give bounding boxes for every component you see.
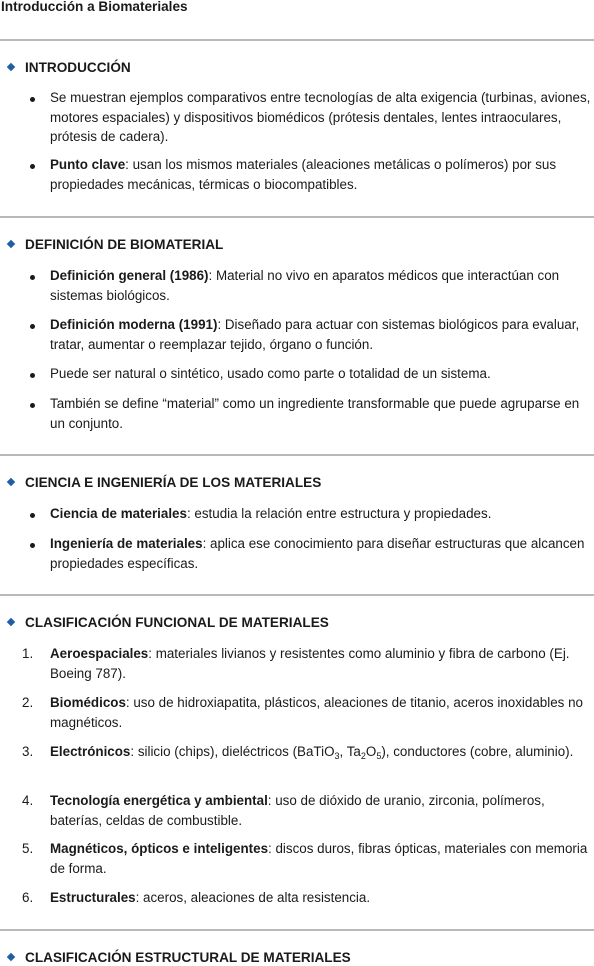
list-item-text: : usan los mismos materiales (aleaciones metálicas o polímeros) por sus propiedades mecánicas, térmicas o biocompatibles. (50, 157, 557, 192)
list-number: 1. (22, 646, 34, 661)
list-item-text: : uso de hidroxiapatita, plásticos, aleaciones de titanio, aceros inoxidables no magnéticos. (50, 695, 583, 730)
list-item (50, 888, 594, 908)
bullet-dot-icon (30, 543, 35, 548)
list-item-text: Puede ser natural o sintético, usado como parte o totalidad de un sistema. (50, 366, 491, 381)
list-item-text: : Material no vivo en aparatos médicos que interactúan con sistemas biológicos. (50, 268, 560, 303)
section-divider (0, 39, 594, 41)
list-item (50, 693, 594, 732)
list-item (50, 839, 594, 878)
list-item (50, 504, 594, 524)
page-title: Introducción a Biomateriales (1, 0, 188, 14)
list-number: 5. (22, 841, 34, 856)
list-item-text: : estudia la relación entre estructura y propiedades. (186, 506, 492, 521)
bullet-dot-icon (30, 324, 35, 329)
bullet-dot-icon (30, 373, 35, 378)
list-item (50, 534, 594, 573)
section-heading-text: CLASIFICACIÓN FUNCIONAL DE MATERIALES (25, 615, 329, 630)
list-item-key: Definición moderna (1991) (50, 317, 218, 332)
list-item-text: : materiales livianos y resistentes como aluminio y fibra de carbono (Ej. Boeing 787). (50, 646, 570, 681)
list-item (50, 394, 594, 433)
list-item-text: : discos duros, fibras ópticas, materiales con memoria de forma. (50, 841, 588, 876)
list-item-text: : Diseñado para actuar con sistemas biológicos para evaluar, tratar, aumentar o reemplazar tejido, órgano o función. (50, 317, 580, 352)
list-number: 4. (22, 793, 34, 808)
list-item (50, 644, 594, 683)
list-item-key: Estructurales (50, 890, 136, 905)
section-heading (8, 614, 329, 631)
list-item-text: : silicio (chips), dieléctricos (BaTiO (130, 744, 335, 759)
list-item-text: : uso de dióxido de uranio, zirconia, polímeros, baterías, celdas de combustible. (50, 793, 545, 828)
subscript: 3 (334, 751, 340, 761)
list-item-text: , Ta (339, 744, 361, 759)
list-item (50, 742, 594, 762)
list-item-key: Magnéticos, ópticos e inteligentes (50, 841, 269, 856)
list-item (50, 266, 594, 305)
section-heading (8, 236, 223, 253)
list-item-key: Ciencia de materiales (50, 506, 187, 521)
section-divider (0, 454, 594, 456)
list-item-text: O (365, 744, 377, 759)
bullet-dot-icon (30, 403, 35, 408)
bullet-dot-icon (30, 513, 35, 518)
section-divider (0, 216, 594, 218)
list-item (50, 315, 594, 354)
diamond-bullet-icon (7, 63, 15, 71)
list-item-key: Aeroespaciales (50, 646, 149, 661)
diamond-bullet-icon (7, 478, 15, 486)
list-item-key: Punto clave (50, 157, 126, 172)
bullet-dot-icon (30, 275, 35, 280)
list-item-key: Biomédicos (50, 695, 126, 710)
section-heading-text: INTRODUCCIÓN (25, 60, 131, 75)
list-item-key: Tecnología energética y ambiental (50, 793, 268, 808)
section-divider (0, 929, 594, 931)
list-item-text: : aceros, aleaciones de alta resistencia. (135, 890, 371, 905)
list-item-text: Se muestran ejemplos comparativos entre tecnologías de alta exigencia (turbinas, aviones, motores espaciales) y dispositivos biomédicos (prótesis dentales, lentes intraoculares, prótesis de cadera). (50, 90, 591, 144)
list-item-key: Ingeniería de materiales (50, 536, 203, 551)
section-heading (8, 949, 351, 966)
bullet-dot-icon (30, 164, 35, 169)
section-heading (8, 474, 321, 491)
section-heading-text: CIENCIA E INGENIERÍA DE LOS MATERIALES (25, 475, 322, 490)
diamond-bullet-icon (7, 240, 15, 248)
section-divider (0, 594, 594, 596)
list-number: 3. (22, 744, 34, 759)
list-item-key: Definición general (1986) (50, 268, 209, 283)
subscript: 5 (376, 751, 382, 761)
list-item (50, 791, 594, 830)
section-heading (8, 59, 131, 76)
list-item-text: ), conductores (cobre, aluminio). (381, 744, 574, 759)
diamond-bullet-icon (7, 953, 15, 961)
list-item (50, 88, 594, 147)
list-item (50, 155, 594, 194)
section-heading-text: CLASIFICACIÓN ESTRUCTURAL DE MATERIALES (25, 950, 351, 965)
subscript: 2 (360, 751, 366, 761)
diamond-bullet-icon (7, 618, 15, 626)
list-item-key: Electrónicos (50, 744, 131, 759)
list-item (50, 364, 594, 384)
list-item-text: También se define “material” como un ingrediente transformable que puede agruparse en un conjunto. (50, 396, 580, 431)
list-number: 6. (22, 890, 34, 905)
list-number: 2. (22, 695, 34, 710)
list-item-text: : aplica ese conocimiento para diseñar estructuras que alcancen propiedades específicas. (50, 536, 585, 571)
bullet-dot-icon (30, 97, 35, 102)
section-heading-text: DEFINICIÓN DE BIOMATERIAL (25, 237, 224, 252)
